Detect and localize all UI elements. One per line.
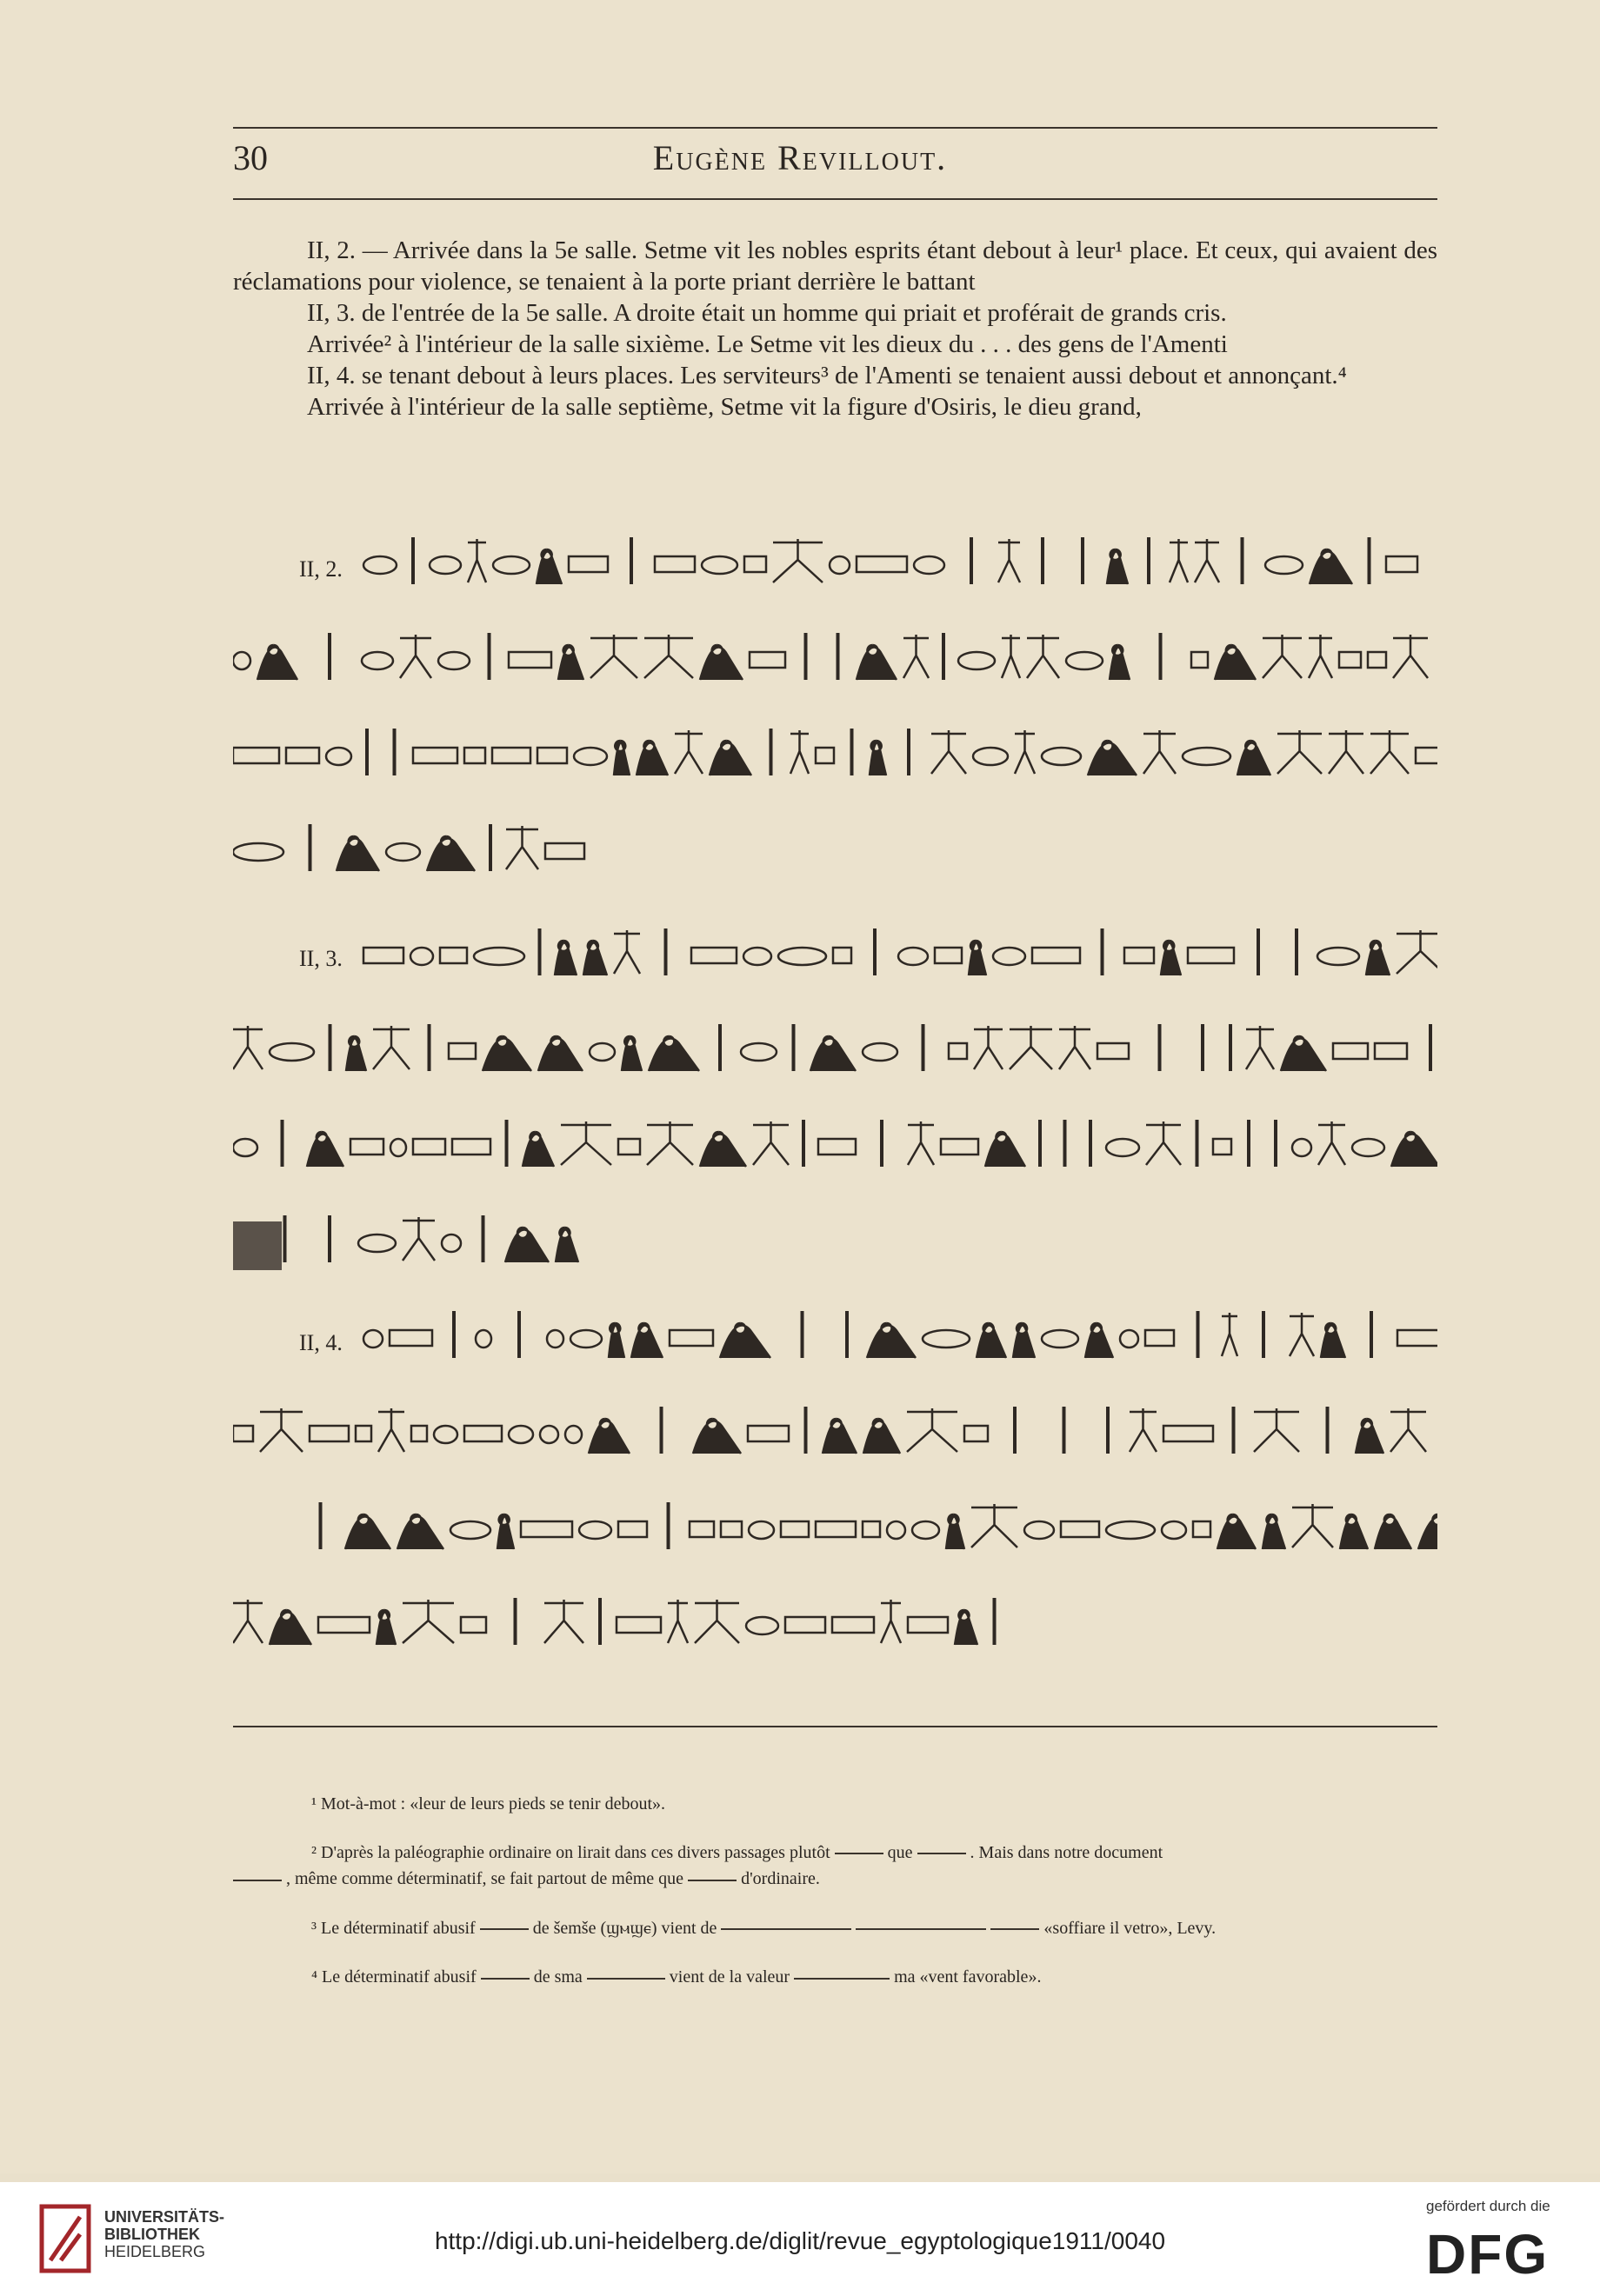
hieroglyph-glyph — [233, 843, 283, 861]
hieroglyph-glyph — [590, 635, 637, 678]
hieroglyph-glyph — [1352, 1139, 1384, 1156]
hieroglyph-glyph — [1002, 635, 1020, 678]
hieroglyph-glyph — [675, 730, 703, 774]
hieroglyph-glyph — [700, 645, 743, 680]
hieroglyph-glyph — [1246, 1026, 1274, 1069]
hieroglyph-glyph — [818, 1139, 856, 1155]
hieroglyph-glyph — [690, 1521, 714, 1537]
hieroglyph-glyph — [618, 1521, 647, 1537]
hieroglyph-glyph — [509, 1426, 533, 1443]
hieroglyph-glyph — [750, 652, 785, 668]
hieroglyph-glyph — [1066, 652, 1103, 669]
hieroglyph-glyph — [561, 1121, 611, 1165]
hieroglyph-glyph — [434, 1426, 457, 1443]
hieroglyph-glyph — [310, 1426, 349, 1441]
hieroglyph-glyph — [286, 748, 319, 763]
hieroglyph-glyph — [721, 1521, 742, 1537]
hieroglyph-glyph — [257, 645, 297, 680]
hieroglyph-glyph — [637, 741, 668, 775]
hieroglyph-glyph — [1418, 1514, 1437, 1549]
hieroglyph-glyph — [946, 1514, 964, 1549]
hieroglyph-glyph — [565, 1426, 582, 1443]
hieroglyph-glyph — [233, 748, 279, 763]
hieroglyph-glyph — [1010, 1026, 1052, 1069]
hieroglyph-glyph — [1213, 1139, 1231, 1155]
footnote-1: ¹ Mot-à-mot : «leur de leurs pieds se tenir debout». — [311, 1794, 666, 1814]
hieroglyph-glyph — [1183, 748, 1230, 765]
hieroglyph-glyph — [509, 652, 551, 668]
hieroglyph-glyph — [377, 1610, 396, 1645]
hieroglyph-glyph — [589, 1419, 630, 1454]
hieroglyph-glyph — [1146, 1121, 1181, 1165]
hieroglyph-glyph — [1391, 1132, 1437, 1167]
hieroglyph-glyph — [644, 635, 693, 678]
hieroglyph-glyph — [835, 1841, 883, 1866]
hieroglyph-glyph — [790, 730, 809, 774]
hieroglyph-glyph — [346, 1036, 366, 1071]
hieroglyph-glyph — [464, 1426, 502, 1441]
hieroglyph-glyph — [881, 1600, 901, 1643]
hieroglyph-glyph — [1416, 748, 1437, 763]
hieroglyph-glyph — [887, 1521, 905, 1539]
footnote-rule — [233, 1726, 1437, 1727]
hieroglyph-glyph — [505, 1228, 549, 1262]
paragraph: II, 4. se tenant debout à leurs places. Les serviteurs³ de l'Amenti se tenaient aussi debout et annonçant.⁴ — [307, 362, 1347, 389]
hieroglyph-glyph — [400, 635, 431, 678]
hieroglyph-glyph — [481, 1967, 530, 1991]
hieroglyph-glyph — [574, 748, 607, 765]
hieroglyph-glyph — [668, 1600, 688, 1643]
page-number: 30 — [233, 138, 268, 177]
hieroglyph-glyph — [362, 652, 393, 669]
hieroglyph-glyph — [693, 1419, 741, 1454]
hieroglyph-glyph — [452, 1139, 490, 1155]
hieroglyph-glyph — [1390, 1408, 1426, 1452]
hieroglyph-glyph — [1024, 1521, 1054, 1539]
hieroglyph-glyph — [816, 748, 834, 763]
hieroglyph-glyph — [1292, 1139, 1311, 1156]
hieroglyph-glyph — [785, 1617, 825, 1633]
hieroglyph-glyph — [1059, 1026, 1090, 1069]
hieroglyph-glyph — [587, 1967, 665, 1991]
hieroglyph-glyph — [1329, 730, 1363, 774]
hieroglyph-glyph — [438, 652, 470, 669]
hieroglyph-glyph — [700, 1132, 746, 1167]
hieroglyph-glyph — [741, 1043, 777, 1061]
hieroglyph-glyph — [545, 843, 584, 859]
hieroglyph-glyph — [537, 748, 567, 763]
running-title: Eugène Revillout. — [652, 138, 948, 177]
hieroglyph-glyph — [427, 836, 475, 871]
hieroglyph-glyph — [618, 1139, 640, 1155]
hieroglyph-glyph — [721, 1917, 851, 1941]
hieroglyph-glyph — [540, 1426, 558, 1443]
hieroglyph-glyph — [958, 652, 995, 669]
hieroglyph-glyph — [1281, 1036, 1326, 1071]
hieroglyph-glyph — [1254, 1408, 1299, 1452]
hieroglyph-glyph — [1292, 1504, 1333, 1547]
hieroglyph-glyph — [647, 1121, 693, 1165]
paragraph: Arrivée à l'intérieur de la salle septième, Setme vit la figure d'Osiris, le dieu grand, — [307, 393, 1142, 421]
lacuna-hatch — [233, 1221, 282, 1270]
hieroglyph-glyph — [614, 741, 630, 775]
source-url-link[interactable]: http://digi.ub.uni-heidelberg.de/diglit/revue_egyptologique1911/0040 — [434, 2227, 1166, 2254]
hieroglyph-glyph — [233, 1868, 282, 1893]
hieroglyph-glyph — [973, 748, 1008, 765]
hieroglyph-block — [233, 530, 1437, 1687]
hieroglyph-glyph — [337, 836, 379, 871]
hieroglyph-glyph — [1215, 645, 1256, 680]
hieroglyph-glyph — [870, 741, 886, 775]
hieroglyph-glyph — [558, 645, 583, 680]
hieroglyph-glyph — [260, 1408, 303, 1452]
hieroglyph-glyph — [464, 748, 485, 763]
hieroglyph-glyph — [622, 1036, 642, 1071]
hieroglyph-glyph — [556, 1228, 578, 1262]
hieroglyph-glyph — [1015, 730, 1035, 774]
hieroglyph-glyph — [794, 1967, 890, 1991]
hieroglyph-glyph — [413, 1139, 445, 1155]
hieroglyph-glyph — [931, 730, 966, 774]
hieroglyph-glyph — [233, 1600, 263, 1643]
hieroglyph-glyph — [233, 1426, 253, 1441]
hieroglyph-glyph — [1110, 645, 1130, 680]
hieroglyph-glyph — [649, 1036, 699, 1071]
hieroglyph-glyph — [373, 1026, 410, 1069]
paragraph: II, 2. — Arrivée dans la 5e salle. Setme vit les nobles esprits étant debout à leur¹ place. Et ceux, qui avaient des réclamations pour violence, se tenaient à la porte priant derrière le battant — [233, 236, 1437, 296]
hieroglyph-glyph — [857, 645, 897, 680]
hieroglyph-glyph — [1191, 652, 1208, 668]
hieroglyph-glyph — [990, 1917, 1039, 1941]
hieroglyph-glyph — [617, 1617, 661, 1633]
hieroglyph-glyph — [403, 1600, 454, 1643]
hieroglyph-glyph — [1333, 1043, 1368, 1059]
hieroglyph-glyph — [971, 1504, 1017, 1547]
hieroglyph-glyph — [1370, 730, 1409, 774]
hieroglyph-glyph — [270, 1610, 311, 1645]
hieroglyph-glyph — [449, 1043, 476, 1059]
hieroglyph-glyph — [810, 1036, 856, 1071]
hieroglyph-glyph — [688, 1868, 737, 1893]
hieroglyph-glyph — [1309, 635, 1332, 678]
hieroglyph-glyph — [233, 1026, 263, 1069]
footnote-4: ⁴ Le déterminatif abusif de sma vient de la valeur ma «vent favorable». — [233, 1964, 1437, 1990]
hieroglyph-section-label: II, 2. — [299, 556, 343, 582]
hieroglyph-glyph — [1217, 1514, 1256, 1549]
hieroglyph-glyph — [378, 1408, 404, 1452]
hieroglyph-glyph — [345, 1514, 390, 1549]
hieroglyph-glyph — [544, 1600, 583, 1643]
hieroglyph-glyph — [1061, 1521, 1099, 1537]
hieroglyph-glyph — [538, 1036, 583, 1071]
hieroglyph-glyph — [908, 1121, 934, 1165]
hieroglyph-glyph — [949, 1043, 967, 1059]
hieroglyph-glyph — [1368, 652, 1386, 668]
hieroglyph-glyph — [1356, 1419, 1383, 1454]
library-name: UNIVERSITÄTS- BIBLIOTHEK HEIDELBERG — [104, 2208, 225, 2260]
hieroglyph-glyph — [506, 826, 538, 869]
hieroglyph-glyph — [590, 1043, 615, 1061]
hieroglyph-glyph — [397, 1514, 443, 1549]
hieroglyph-glyph — [579, 1521, 611, 1539]
dfg-logo: DFG — [1426, 2223, 1550, 2286]
digitization-footer — [0, 2182, 1600, 2296]
hieroglyph-glyph — [318, 1617, 370, 1633]
hieroglyph-glyph — [832, 1617, 874, 1633]
hieroglyph-glyph — [1163, 1426, 1213, 1441]
hieroglyph-glyph — [521, 1521, 572, 1537]
hieroglyph-glyph — [403, 1217, 435, 1261]
funding-note: gefördert durch die — [1426, 2198, 1550, 2214]
footnote-3: ³ Le déterminatif abusif de šemše (ϣⲙϣⲉ) vient de «soffiare il vetro», Levy. — [233, 1915, 1437, 1941]
hieroglyph-glyph — [1027, 635, 1059, 678]
hieroglyph-glyph — [985, 1132, 1025, 1167]
hieroglyph-glyph — [1237, 741, 1270, 775]
hieroglyph-glyph — [413, 748, 457, 763]
hieroglyph-glyph — [816, 1521, 856, 1537]
hieroglyph-glyph — [695, 1600, 739, 1643]
hieroglyph-glyph — [233, 652, 250, 669]
hieroglyph-glyph — [710, 741, 751, 775]
hieroglyph-glyph — [1263, 635, 1302, 678]
footnote-2: ² D'après la paléographie ordinaire on lirait dans ces divers passages plutôt que . Mais dans notre document , même comme déterminatif, se fait partout de même que d'ordinaire. — [233, 1840, 1437, 1893]
hieroglyph-glyph — [233, 1139, 257, 1156]
hieroglyph-glyph — [1106, 1139, 1139, 1156]
hieroglyph-glyph — [1263, 1514, 1285, 1549]
hieroglyph-glyph — [1162, 1521, 1186, 1539]
footnotes — [233, 1791, 1437, 2013]
hieroglyph-glyph — [955, 1610, 977, 1645]
hieroglyph-glyph — [356, 1426, 371, 1441]
hieroglyph-glyph — [1130, 1408, 1157, 1452]
hieroglyph-glyph — [442, 1235, 461, 1252]
header-top-rule — [233, 127, 1437, 129]
hieroglyph-glyph — [1375, 1043, 1407, 1059]
hieroglyph-glyph — [1106, 1521, 1155, 1539]
hieroglyph-glyph — [908, 1617, 948, 1633]
hieroglyph-glyph — [1339, 652, 1361, 668]
hieroglyph-glyph — [1340, 1514, 1368, 1549]
hieroglyph-glyph — [461, 1617, 486, 1633]
translation-text — [233, 235, 1437, 423]
hieroglyph-glyph — [912, 1521, 939, 1539]
hieroglyph-glyph — [1393, 635, 1428, 678]
hieroglyph-glyph — [483, 1036, 531, 1071]
hieroglyph-glyph — [270, 1043, 314, 1061]
hieroglyph-glyph — [863, 1521, 880, 1537]
header-bottom-rule — [233, 198, 1437, 200]
paragraph: Arrivée² à l'intérieur de la salle sixième. Le Setme vit les dieux du . . . des gens de l'Amenti — [307, 330, 1228, 358]
hieroglyph-glyph — [1375, 1514, 1411, 1549]
hieroglyph-glyph — [748, 1426, 789, 1441]
paragraph: II, 3. de l'entrée de la 5e salle. A droite était un homme qui priait et proférait de grands cris. — [307, 299, 1227, 327]
hieroglyph-glyph — [350, 1139, 383, 1155]
hieroglyph-glyph — [974, 1026, 1003, 1069]
hieroglyph-glyph — [1097, 1043, 1129, 1059]
hieroglyph-glyph — [1143, 730, 1176, 774]
hieroglyph-glyph — [749, 1521, 774, 1539]
hieroglyph-glyph — [1193, 1521, 1210, 1537]
hieroglyph-glyph — [753, 1121, 789, 1165]
hieroglyph-glyph — [863, 1043, 897, 1061]
hieroglyph-glyph — [1318, 1121, 1345, 1165]
hieroglyph-glyph — [1042, 748, 1081, 765]
hieroglyph-glyph — [907, 1408, 957, 1452]
hieroglyph-glyph — [326, 748, 351, 765]
hieroglyph-glyph — [941, 1139, 978, 1155]
hieroglyph-glyph — [856, 1917, 986, 1941]
hieroglyph-glyph — [1088, 741, 1137, 775]
hieroglyph-glyph — [307, 1132, 343, 1167]
hieroglyph-glyph — [1277, 730, 1322, 774]
hieroglyph-glyph — [497, 1514, 514, 1549]
hieroglyph-glyph — [390, 1139, 406, 1156]
hieroglyph-section-label: II, 4. — [299, 1330, 343, 1355]
hieroglyph-glyph — [823, 1419, 857, 1454]
hieroglyph-glyph — [863, 1419, 900, 1454]
hieroglyph-section-label: II, 3. — [299, 946, 343, 971]
hieroglyph-glyph — [781, 1521, 809, 1537]
hieroglyph-glyph — [450, 1521, 490, 1539]
hieroglyph-glyph — [492, 748, 530, 763]
hieroglyph-glyph — [386, 843, 420, 861]
hieroglyph-glyph — [523, 1132, 554, 1167]
hieroglyph-glyph — [917, 1841, 966, 1866]
hieroglyph-glyph — [746, 1617, 778, 1634]
hieroglyph-glyph — [964, 1426, 988, 1441]
hieroglyph-glyph — [903, 635, 929, 678]
hieroglyph-glyph — [358, 1235, 396, 1252]
hieroglyph-glyph — [411, 1426, 427, 1441]
hieroglyph-glyph — [480, 1917, 529, 1941]
